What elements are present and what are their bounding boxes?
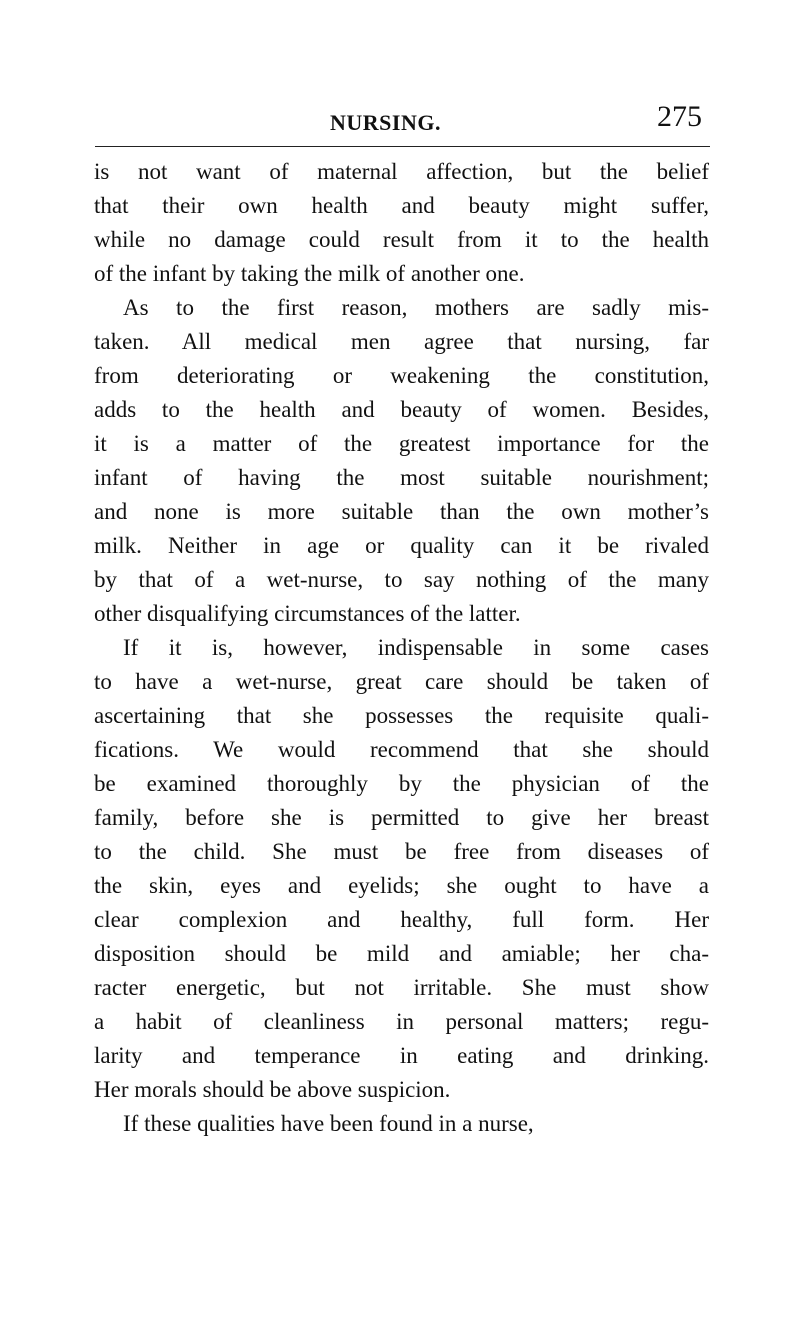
- running-title: NURSING.: [330, 110, 441, 135]
- text-line: that their own health and beauty might suffer,: [94, 193, 709, 218]
- text-line: adds to the health and beauty of women. Besides,: [94, 397, 709, 422]
- page-header: [95, 100, 710, 148]
- text-line: infant of having the most suitable nourishment;: [94, 465, 709, 490]
- text-line: larity and temperance in eating and drinking.: [94, 1043, 709, 1068]
- text-line: milk. Neither in age or quality can it be rivaled: [94, 533, 709, 558]
- text-line: of the infant by taking the milk of another one.: [94, 261, 525, 286]
- text-line: the skin, eyes and eyelids; she ought to have a: [94, 873, 709, 898]
- text-line: while no damage could result from it to the health: [94, 227, 709, 252]
- text-line: family, before she is permitted to give her breast: [94, 805, 709, 830]
- text-line: fications. We would recommend that she should: [94, 737, 709, 762]
- text-line: Her morals should be above suspicion.: [94, 1077, 451, 1102]
- text-line: be examined thoroughly by the physician of the: [94, 771, 709, 796]
- text-line: other disqualifying circumstances of the latter.: [94, 601, 521, 626]
- text-line: As to the first reason, mothers are sadly mis-: [123, 295, 709, 320]
- text-line: racter energetic, but not irritable. She must show: [94, 975, 709, 1000]
- text-line: is not want of maternal affection, but the belief: [94, 159, 709, 184]
- text-line: ascertaining that she possesses the requisite quali-: [94, 703, 709, 728]
- text-line: taken. All medical men agree that nursing, far: [94, 329, 709, 354]
- body-text: [94, 155, 709, 1141]
- text-line: by that of a wet-nurse, to say nothing of the many: [94, 567, 709, 592]
- text-line: from deteriorating or weakening the constitution,: [94, 363, 709, 388]
- page-number: 275: [657, 100, 702, 133]
- text-line: and none is more suitable than the own mother’s: [94, 499, 709, 524]
- text-line: a habit of cleanliness in personal matters; regu-: [94, 1009, 709, 1034]
- text-line: it is a matter of the greatest importance for the: [94, 431, 709, 456]
- text-line: disposition should be mild and amiable; her cha-: [94, 941, 709, 966]
- header-rule: [95, 146, 710, 147]
- text-line: to have a wet-nurse, great care should be taken of: [94, 669, 709, 694]
- text-line: If these qualities have been found in a nurse,: [123, 1111, 534, 1136]
- text-line: If it is, however, indispensable in some cases: [123, 635, 709, 660]
- text-line: to the child. She must be free from diseases of: [94, 839, 709, 864]
- text-line: clear complexion and healthy, full form. Her: [94, 907, 709, 932]
